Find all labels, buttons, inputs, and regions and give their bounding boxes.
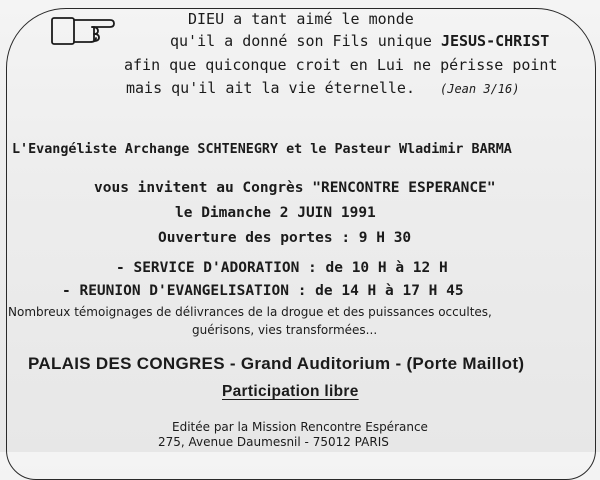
pointing-hand-icon: [50, 12, 134, 50]
meeting-schedule: - REUNION D'EVANGELISATION : de 14 H à 17 H 45: [62, 283, 464, 299]
doors-opening: Ouverture des portes : 9 H 30: [158, 230, 412, 246]
publisher-address: 275, Avenue Daumesnil - 75012 PARIS: [158, 435, 389, 449]
verse-reference: (Jean 3/16): [440, 82, 520, 96]
testimonies-line-1: Nombreux témoignages de délivrances de la drogue et des puissances occultes,: [8, 305, 492, 319]
jesus-christ-name: JESUS-CHRIST: [440, 32, 550, 50]
event-date: le Dimanche 2 JUIN 1991: [175, 205, 376, 221]
venue: PALAIS DES CONGRES - Grand Auditorium - (Porte Maillot): [28, 354, 525, 373]
publisher-line: Editée par la Mission Rencontre Espérance: [172, 420, 428, 434]
hosts: L'Evangéliste Archange SCHTENEGRY et le Pasteur Wladimir BARMA: [12, 142, 512, 157]
verse-line-2: [170, 32, 549, 50]
service-schedule: - SERVICE D'ADORATION : de 10 H à 12 H: [116, 260, 448, 276]
invitation-text: vous invitent au Congrès "RENCONTRE ESPERANCE": [94, 180, 496, 196]
verse-line-1: DIEU a tant aimé le monde: [188, 10, 414, 28]
verse-line-2-text: qu'il a donné son Fils unique: [170, 32, 441, 50]
participation-free: Participation libre: [222, 383, 359, 400]
verse-line-3: afin que quiconque croit en Lui ne périsse point: [124, 56, 558, 74]
testimonies-line-2: guérisons, vies transformées...: [192, 323, 378, 337]
verse-line-4: mais qu'il ait la vie éternelle.: [126, 79, 415, 97]
